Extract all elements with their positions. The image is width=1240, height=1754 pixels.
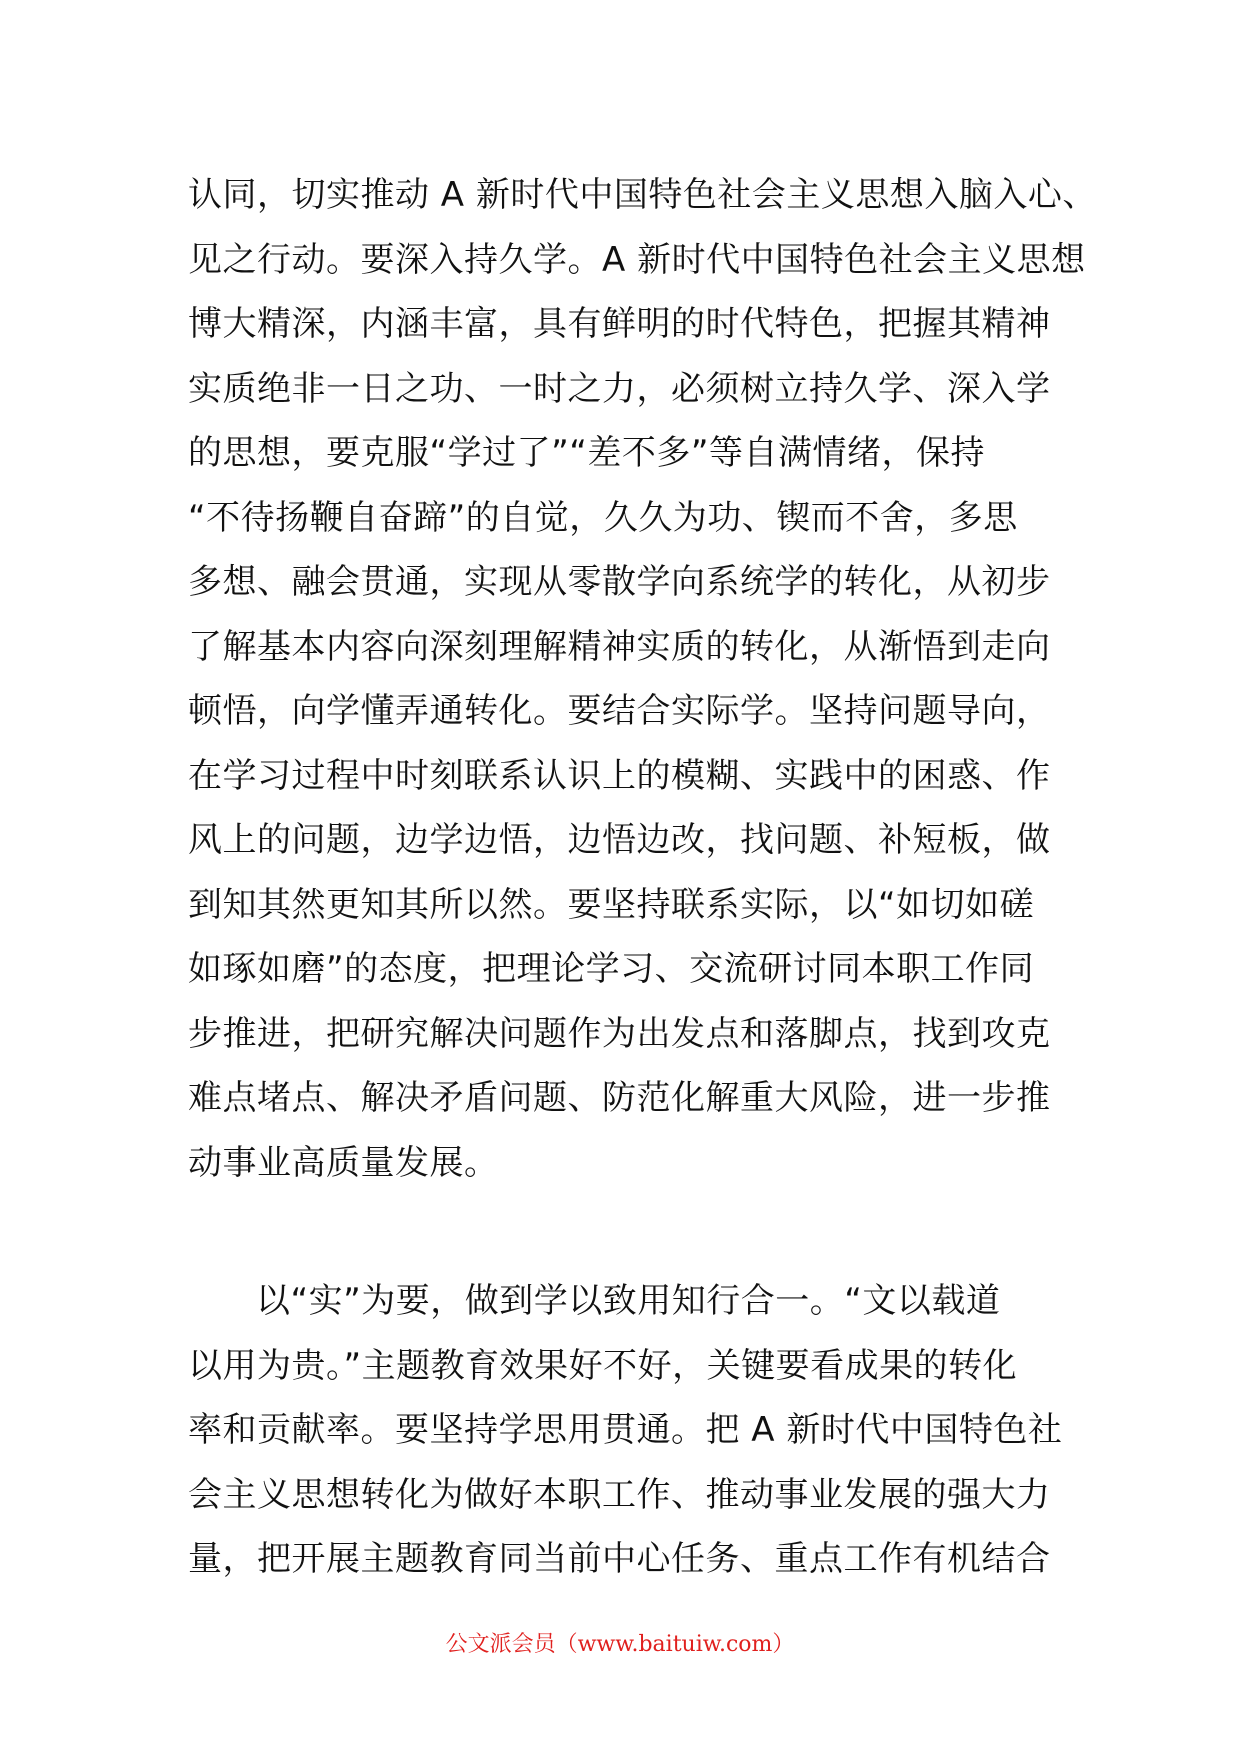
text-line: 难点堵点、解决矛盾问题、防范化解重大风险，进一步推 bbox=[188, 1078, 1051, 1118]
text-line: 的思想，要克服“学过了”“差不多”等自满情绪，保持 bbox=[188, 433, 985, 473]
text-line: 见之行动。要深入持久学。A 新时代中国特色社会主义思想 bbox=[188, 239, 1086, 280]
text-line: 在学习过程中时刻联系认识上的模糊、实践中的困惑、作 bbox=[188, 755, 1051, 796]
text-line: 多想、融会贯通，实现从零散学向系统学的转化，从初步 bbox=[188, 562, 1051, 602]
text-line: 到知其然更知其所以然。要坚持联系实际，以“如切如磋 bbox=[188, 884, 1035, 925]
text-line: 顿悟，向学懂弄通转化。要结合实际学。坚持问题导向， bbox=[188, 691, 1051, 731]
paragraph-2 bbox=[188, 1269, 1063, 1592]
text-line: 动事业高质量发展。 bbox=[188, 1142, 499, 1183]
text-line: 率和贡献率。要坚持学思用贯通。把 A 新时代中国特色社 bbox=[188, 1410, 1063, 1450]
text-line: 如琢如磨”的态度，把理论学习、交流研讨同本职工作同 bbox=[188, 949, 1035, 989]
text-line: 会主义思想转化为做好本职工作、推动事业发展的强大力 bbox=[188, 1474, 1051, 1515]
text-line: “不待扬鞭自奋蹄”的自觉，久久为功、锲而不舍，多思 bbox=[188, 497, 1018, 538]
text-line: 风上的问题，边学边悟，边悟边改，找问题、补短板，做 bbox=[188, 820, 1051, 860]
text-line: 以“实”为要，做到学以致用知行合一。“文以载道 bbox=[256, 1281, 1001, 1321]
text-line: 了解基本内容向深刻理解精神实质的转化，从渐悟到走向 bbox=[188, 626, 1051, 667]
text-line: 步推进，把研究解决问题作为出发点和落脚点，找到攻克 bbox=[188, 1013, 1051, 1054]
text-line: 量，把开展主题教育同当前中心任务、重点工作有机结合 bbox=[188, 1539, 1051, 1579]
text-line: 实质绝非一日之功、一时之力，必须树立持久学、深入学 bbox=[188, 368, 1051, 409]
text-line: 博大精深，内涵丰富，具有鲜明的时代特色，把握其精神 bbox=[188, 304, 1051, 344]
paragraph-1 bbox=[188, 163, 1097, 1195]
footer-watermark: 公文派会员（www.baituiw.com） bbox=[445, 1632, 795, 1657]
text-line: 以用为贵。”主题教育效果好不好，关键要看成果的转化 bbox=[188, 1345, 1018, 1386]
text-line: 认同，切实推动 A 新时代中国特色社会主义思想入脑入心、 bbox=[188, 175, 1097, 215]
